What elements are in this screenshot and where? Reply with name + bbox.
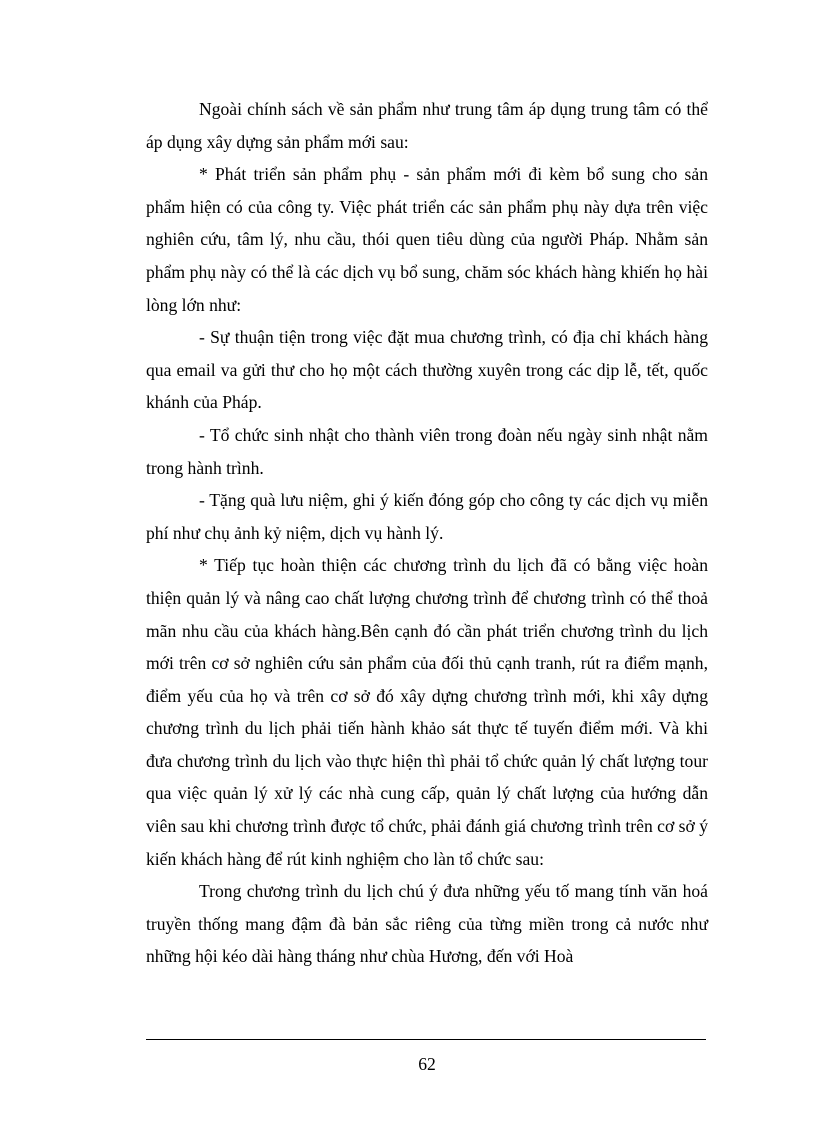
paragraph-intro: Ngoài chính sách về sản phẩm như trung tâm áp dụng trung tâm có thể áp dụng xây dựng sản phẩm mới sau: <box>146 99 708 152</box>
paragraph-develop-secondary-products: * Phát triển sản phẩm phụ - sản phẩm mới đi kèm bổ sung cho sản phẩm hiện có của công ty. Việc phát triển các sản phẩm phụ này dựa trên việc nghiên cứu, tâm lý, nhu cầu, thói quen tiêu dùng của người Pháp. Nhằm sản phẩm phụ này có thể là các dịch vụ bổ sung, chăm sóc khách hàng khiến họ hài lòng lớn như: <box>146 164 708 315</box>
page-number: 62 <box>418 1054 436 1074</box>
paragraph-improve-programs: * Tiếp tục hoàn thiện các chương trình du lịch đã có bằng việc hoàn thiện quản lý và nâng cao chất lượng chương trình để chương trình có thể thoả mãn nhu cầu của khách hàng.Bên cạnh đó cần phát triển chương trình du lịch mới trên cơ sở nghiên cứu sản phẩm của đối thủ cạnh tranh, rút ra điểm mạnh, điểm yếu của họ và trên cơ sở đó xây dựng chương trình mới, khi xây dựng chương trình du lịch phải tiến hành khảo sát thực tế tuyến điểm mới. Và khi đưa chương trình du lịch vào thực hiện thì phải tổ chức quản lý chất lượng tour qua việc quản lý xử lý các nhà cung cấp, quản lý chất lượng của hướng dẫn viên sau khi chương trình được tổ chức, phải đánh giá chương trình trên cơ sở ý kiến khách hàng để rút kinh nghiệm cho làn tổ chức sau: <box>146 555 709 869</box>
paragraph-birthday: - Tổ chức sinh nhật cho thành viên trong đoàn nếu ngày sinh nhật nằm trong hành trình. <box>146 424 708 478</box>
body-text <box>146 93 708 973</box>
paragraph-souvenir: - Tặng quà lưu niệm, ghi ý kiến đóng góp cho công ty các dịch vụ miễn phí như chụ ảnh kỷ niệm, dịch vụ hành lý. <box>146 490 708 543</box>
paragraph-culture: Trong chương trình du lịch chú ý đưa những yếu tố mang tính văn hoá truyền thống mang đậm đà bản sắc riêng của từng miền trong cả nước như những hội kéo dài hàng tháng như chùa Hương, đến với Hoà <box>146 881 708 967</box>
footer-divider <box>146 1039 706 1040</box>
paragraph-convenience: - Sự thuận tiện trong việc đặt mua chương trình, có địa chỉ khách hàng qua email va gửi thư cho họ một cách thường xuyên trong các dịp lễ, tết, quốc khánh của Pháp. <box>146 327 708 413</box>
